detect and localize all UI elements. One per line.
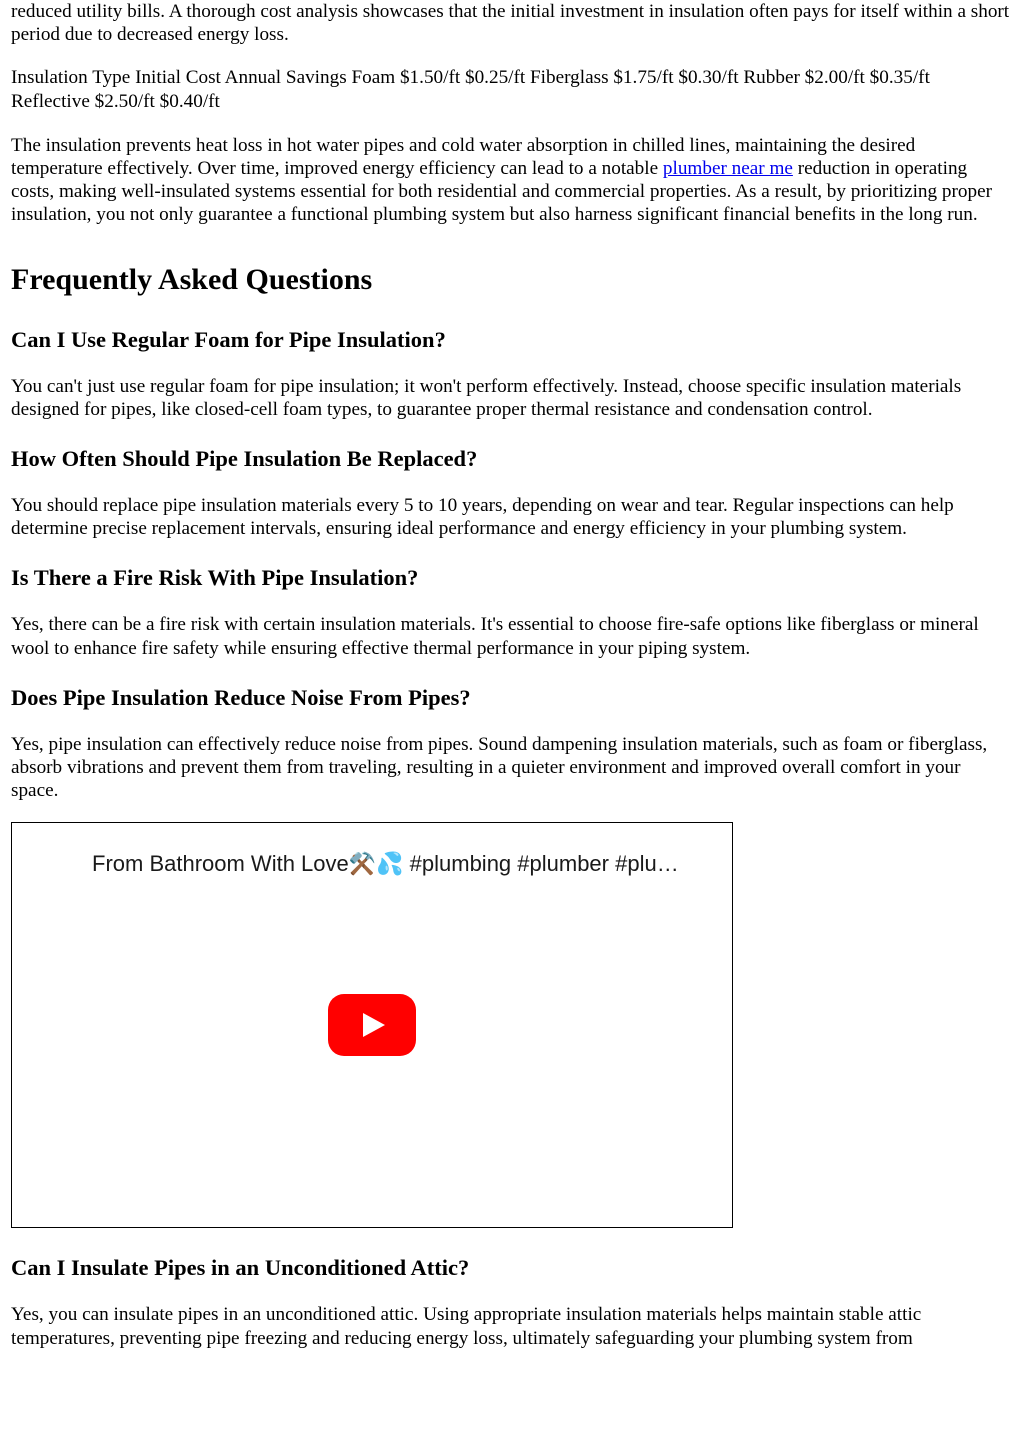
play-button-graphic	[328, 994, 416, 1056]
faq-heading: Frequently Asked Questions	[11, 262, 373, 296]
body-paragraph	[11, 134, 1011, 227]
faq-answer: Yes, there can be a fire risk with certain insulation materials. It's essential to choose fire-safe options like fiberglass or mineral wool to enhance fire safety while ensuring effective thermal performance in your piping system.	[11, 614, 979, 659]
faq-answer: You should replace pipe insulation materials every 5 to 10 years, depending on wear and tear. Regular inspections can help determine precise replacement intervals, ensuring ideal performance and energy efficiency in your plumbing system.	[11, 495, 954, 540]
video-title[interactable]: From Bathroom With Love⚒️💦 #plumbing #plumber #plu…	[92, 851, 679, 877]
body-text-before-link: The insulation prevents heat loss in hot water pipes and cold water absorption in chilled lines, maintaining the desired temperature effectively. Over time, improved energy efficiency can lead to a notable	[11, 134, 916, 180]
faq-answer: Yes, pipe insulation can effectively reduce noise from pipes. Sound dampening insulation materials, such as foam or fiberglass, absorb vibrations and prevent them from traveling, resulting in a quieter environment and improved overall comfort in your space.	[11, 733, 988, 802]
faq-question: How Often Should Pipe Insulation Be Replaced?	[11, 446, 478, 472]
plumber-near-me-link[interactable]: plumber near me	[662, 158, 793, 180]
intro-paragraph: reduced utility bills. A thorough cost analysis showcases that the initial investment in insulation often pays for itself within a short period due to decreased energy loss.	[11, 1, 1010, 46]
faq-question: Can I Use Regular Foam for Pipe Insulation?	[11, 326, 446, 352]
faq-question: Is There a Fire Risk With Pipe Insulation?	[11, 565, 419, 591]
faq-answer: Yes, you can insulate pipes in an unconditioned attic. Using appropriate insulation materials helps maintain stable attic temperatures, preventing pipe freezing and reducing energy loss, ultimately safeguarding your plumbing system from	[11, 1304, 922, 1349]
body-text-after-link: reduction in operating costs, making well-insulated systems essential for both residential and commercial properties. As a result, by prioritizing proper insulation, you not only guarantee a functional plumbing system but also harness significant financial benefits in the long run.	[11, 158, 992, 226]
faq-question: Can I Insulate Pipes in an Unconditioned Attic?	[11, 1255, 470, 1281]
faq-answer: You can't just use regular foam for pipe insulation; it won't perform effectively. Instead, choose specific insulation materials designed for pipes, like closed-cell foam types, to guarantee proper thermal resistance and condensation control.	[11, 375, 962, 420]
video-embed[interactable]	[11, 822, 733, 1228]
faq-question: Does Pipe Insulation Reduce Noise From Pipes?	[11, 684, 471, 710]
youtube-play-icon[interactable]	[328, 994, 416, 1056]
article	[11, 0, 1011, 1350]
cost-table-text: Insulation Type Initial Cost Annual Savings Foam $1.50/ft $0.25/ft Fiberglass $1.75/ft $0.30/ft Rubber $2.00/ft $0.35/ft Reflective $2.50/ft $0.40/ft	[11, 67, 930, 112]
